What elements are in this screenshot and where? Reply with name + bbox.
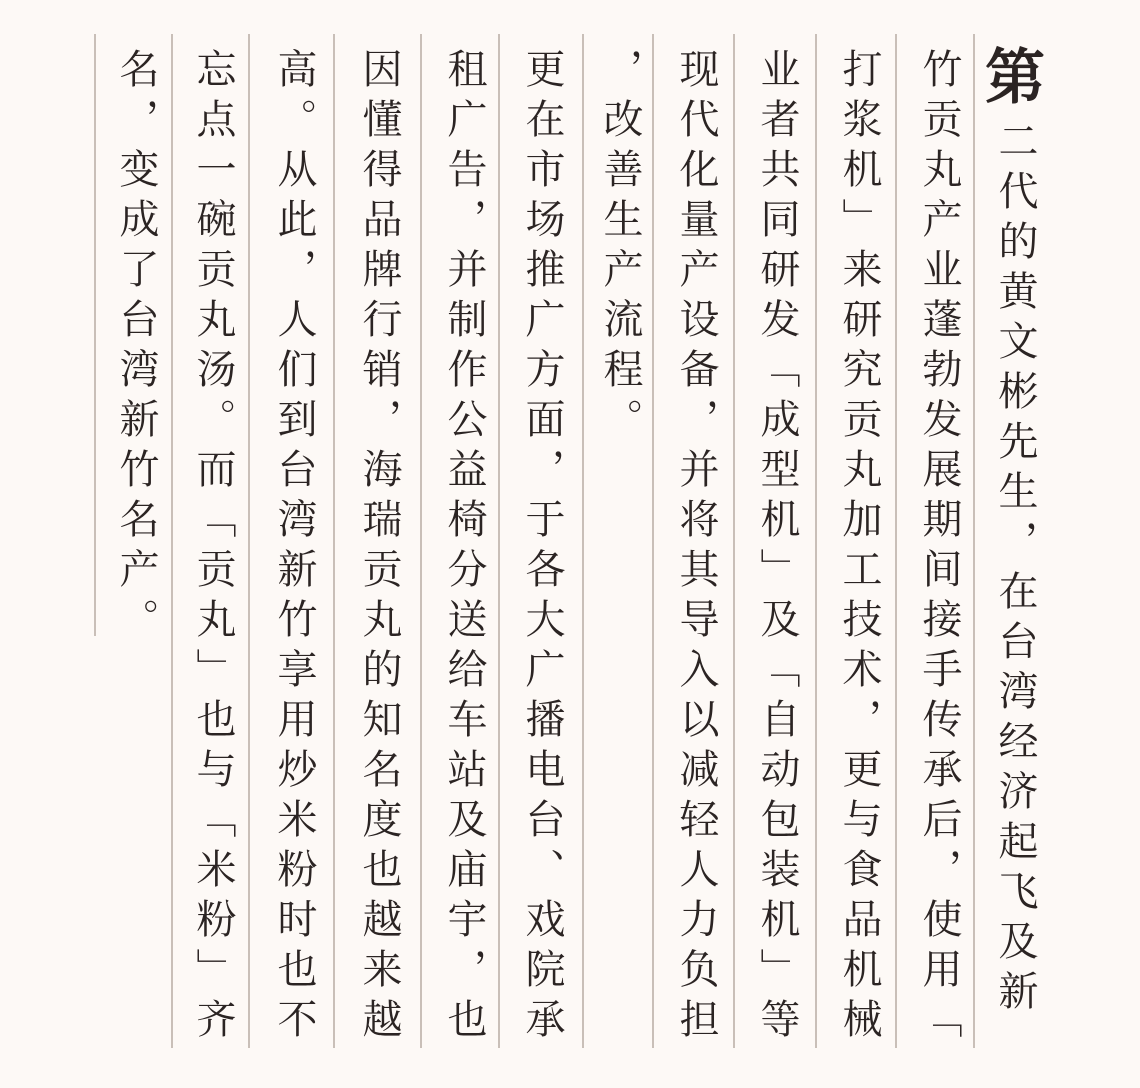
column-text: 因懂得品牌行销，海瑞贡丸的知名度也越来越 bbox=[356, 48, 402, 1048]
drop-cap: 第 bbox=[985, 43, 1045, 113]
column-text: 二代的黄文彬先生，在台湾经济起飞及新 bbox=[992, 120, 1038, 1020]
text-column-2 bbox=[895, 34, 962, 1048]
first-column-text bbox=[983, 43, 1047, 1020]
text-column-9 bbox=[333, 34, 402, 1048]
text-column-5 bbox=[652, 34, 719, 1048]
text-column-1 bbox=[973, 34, 1045, 1048]
text-column-4 bbox=[733, 34, 800, 1048]
column-text: 竹贡丸产业蓬勃发展期间接手传承后，使用「 bbox=[916, 48, 962, 1048]
text-column-8 bbox=[420, 34, 487, 1048]
column-text: 现代化量产设备，并将其导入以减轻人力负担 bbox=[673, 48, 719, 1048]
column-text: 更在市场推广方面，于各大广播电台、戏院承 bbox=[519, 48, 565, 1048]
text-column-11 bbox=[171, 34, 236, 1048]
column-text: 忘点一碗贡丸汤。而「贡丸」也与「米粉」齐 bbox=[190, 48, 236, 1048]
column-text: ，改善生产流程。 bbox=[597, 48, 643, 448]
column-text: 业者共同研发「成型机」及「自动包装机」等 bbox=[754, 48, 800, 1048]
column-text: 名，变成了台湾新竹名产。 bbox=[113, 48, 159, 648]
text-column-6 bbox=[582, 34, 643, 1048]
text-column-3 bbox=[815, 34, 882, 1048]
text-column-7 bbox=[498, 34, 565, 1048]
column-text: 打浆机」来研究贡丸加工技术，更与食品机械 bbox=[836, 48, 882, 1048]
column-text: 租广告，并制作公益椅分送给车站及庙宇，也 bbox=[441, 48, 487, 1048]
text-column-10 bbox=[248, 34, 317, 1048]
column-text: 高。从此，人们到台湾新竹享用炒米粉时也不 bbox=[271, 48, 317, 1048]
text-column-12 bbox=[94, 34, 159, 648]
